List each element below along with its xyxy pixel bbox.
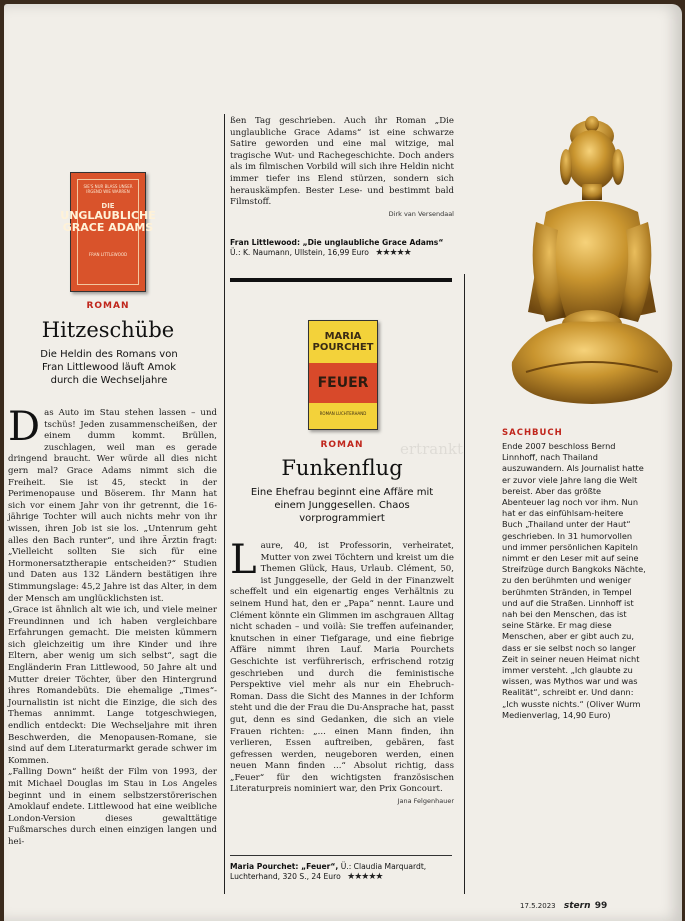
book-cover-author: MARIA POURCHET [312,331,374,353]
article-headline: Funkenflug [281,456,403,480]
book-cover-tagline: SIE'S NUR BLASS UNSER IRGEND WIE WARREN [83,184,133,194]
bleed-through-text: ertrankt [400,440,463,458]
author-byline: Dirk van Versendaal [388,209,454,218]
book-cover-title-small: DIE [101,202,115,210]
rating-stars: ★★★★★ [347,872,383,882]
book-cover-title: FEUER [317,375,369,391]
book-cover-title: UNGLAUBLICHE GRACE ADAMS [60,209,156,234]
magazine-page [4,4,682,921]
paragraph: „Grace ist ähnlich alt wie ich, und viele meiner Freundinnen und ich haben vergleichbare Erfahrungen gemacht. Die meisten kümmern sich gleichzeitig um ihre Kinder und ihre Eltern, aber wenig um sich selbst“, sagt die Engländerin Fran Littlewood, 50 Jahre alt und Mutter dreier Töchter, über den Hintergrund ihres Romandebüts. Die ehemalige „Times“-Journalistin ist nicht die Einzige, die sich des Themas annimmt. Lange totgeschwiegen, endlich entdeckt: Die Wechseljahre mit ihren Beschwerden, die Menopausen-Romane, sie sind auf dem Literaturmarkt gerade schwer im Kommen. [8,605,217,766]
review-continuation [230,116,454,220]
drop-cap: L [230,537,257,583]
paragraph: „Falling Down“ heißt der Film von 1993, der mit Michael Douglas im Stau in Los Angeles beginnt und in einem selbstzerstörerischen Amoklauf endete. Littlewood hat eine weibliche London-Version dieses gewalttätige Fußmarsches durch einen einzigen langen und hei- [8,767,217,847]
page-footer [520,901,607,911]
right-column [470,4,682,921]
magazine-name: stern [563,901,591,911]
book-credit [230,238,458,258]
column-divider [224,114,225,894]
page-number: 99 [594,901,608,911]
book-cover-grace-adams [60,172,156,292]
article-body [8,404,217,849]
book-credit-details: Ü.: K. Naumann, Ullstein, 16,99 Euro [230,248,369,257]
paragraph: aure, 40, ist Professorin, verheiratet, Mutter von zwei Töchtern und kreist um die Themen Glück, Haus, Urlaub. Clément, 50, ist Junggeselle, der Geld in der Finanzwelt scheffelt und ein eigenartig enges Verhältnis zu seinem Hund hat, den er „Papa“ nennt. Laure und Clément könnte ein Glimmen im aschgrauen Alltag nicht schaden – und voilà: Sie treffen aufeinander, knutschen in einer Tiefgarage, und eine fiebrige Affäre nimmt ihren Lauf. Maria Pourchets Geschichte ist verführerisch, erfrischend rotzig geschrieben und durch die feministische Perspektive viel mehr als nur ein Ehebruch-Roman. Dass die Sicht des Mannes in der Ichform steht und die der Frau die Du-Ansprache hat, passt gut, denn es sind Gedanken, die sich an viele Frauen richten: „... einen Mann finden, ihn verlieren, Essen auftreiben, gebären, fast gefressen werden, neugeboren werden, einen neuen Mann finden ...“ Absolut richtig, dass „Feuer“ für den wichtigsten französischen Literaturpreis nominiert war, den Prix Goncourt. [230,541,454,795]
article-deck: Die Heldin des Romans von Fran Littlewood läuft Amok durch die Wechseljahre [40,349,178,386]
column-divider [464,274,465,894]
book-cover-author: FRAN LITTLEWOOD [88,252,128,257]
book-credit [230,862,458,882]
section-rule [230,278,452,282]
article-body [230,537,454,808]
rating-stars: ★★★★★ [375,248,411,258]
issue-date: 17.5.2023 [520,902,556,910]
paragraph: as Auto im Stau stehen lassen – und tschüs! Jeden zusammenscheißen, der einem dumm kommt. Brüllen, zuschlagen, weil man es gerade dringend braucht. Wer würde all dies nicht gern mal? Grace Adams nimmt sich die Freiheit. Sie ist 45, steckt in der Perimenopause und Böserem. Ihr Mann hat sich vor einem Jahr von ihr getrennt, die 16-jährige Tochter will auch nichts mehr von ihr wissen, ihren Job ist sie los. „Untenrum geht alles den Bach runter“, und ihre Ärztin fragt: „Vielleicht sollten Sie sich für eine Hormonersatztherapie entscheiden?“ Studien und Daten aus 132 Ländern bestätigen ihre Stimmungslage: 45,2 Jahre ist das Alter, in dem der Mensch am unglücklichsten ist. [8,408,217,604]
middle-column [230,4,463,921]
drop-cap: D [8,404,41,450]
author-byline: Jana Felgenhauer [397,797,454,806]
book-cover-title-band [309,363,377,403]
paragraph: ßen Tag geschrieben. Auch ihr Roman „Die unglaubliche Grace Adams“ ist eine schwarze Satire geworden und eine mal witzige, mal tragische Wut- und Rachegeschichte. Doch anders als im filmischen Vorbild will sich ihre Heldin nicht immer tiefer ins Elend stürzen, sondern sich herauskämpfen. Bester Lese- und bestimmt bald Filmstoff. [230,116,454,208]
section-kicker: SACHBUCH [502,428,563,438]
buddha-statue-image [506,112,676,424]
section-kicker: ROMAN [320,440,364,450]
book-cover-feuer [308,320,378,430]
book-credit-details: Ü.: Claudia Marquardt, Luchterhand, 320 S., 24 Euro [230,862,427,881]
nonfiction-review-body: Ende 2007 beschloss Bernd Linnhoff, nach Thailand auszuwandern. Als Journalist hatte er zuvor viele Jahre lang die Welt bereist. Aber das größte Abenteuer lag noch vor ihm. Nun hat er das einfühlsam-heitere Buch „Thailand unter der Haut“ geschrieben. In 31 humorvollen und immer persönlichen Kapiteln nimmt er den Leser mit auf seine Streifzüge durch Bangkoks Nächte, zu den berühmten und weniger berühmten Stränden, in Tempel und auf die Straßen. Linnhoff ist nah bei den Menschen, das ist seine Stärke. Er mag diese Menschen, aber er gibt auch zu, dass er sie selbst noch so langer Zeit in seiner neuen Heimat nicht immer versteht. „Ich glaubte zu wissen, was Mythos war und was Realität“, schreibt er. Und dann: „Ich wusste nichts.“ (Oliver Wurm Medienverlag, 14,90 Euro) [502,441,646,720]
book-cover-publisher: ROMAN LUCHTERHAND [319,411,367,416]
article-deck: Eine Ehefrau beginnt eine Affäre mit einem Junggesellen. Chaos vorprogrammiert [250,487,434,524]
left-column [8,4,222,921]
article-headline: Hitzeschübe [41,318,175,342]
section-kicker: ROMAN [86,301,130,311]
credit-rule [230,855,452,856]
book-credit-title: Fran Littlewood: „Die unglaubliche Grace Adams“ [230,238,444,247]
book-credit-title: Maria Pourchet: „Feuer“, [230,862,339,871]
